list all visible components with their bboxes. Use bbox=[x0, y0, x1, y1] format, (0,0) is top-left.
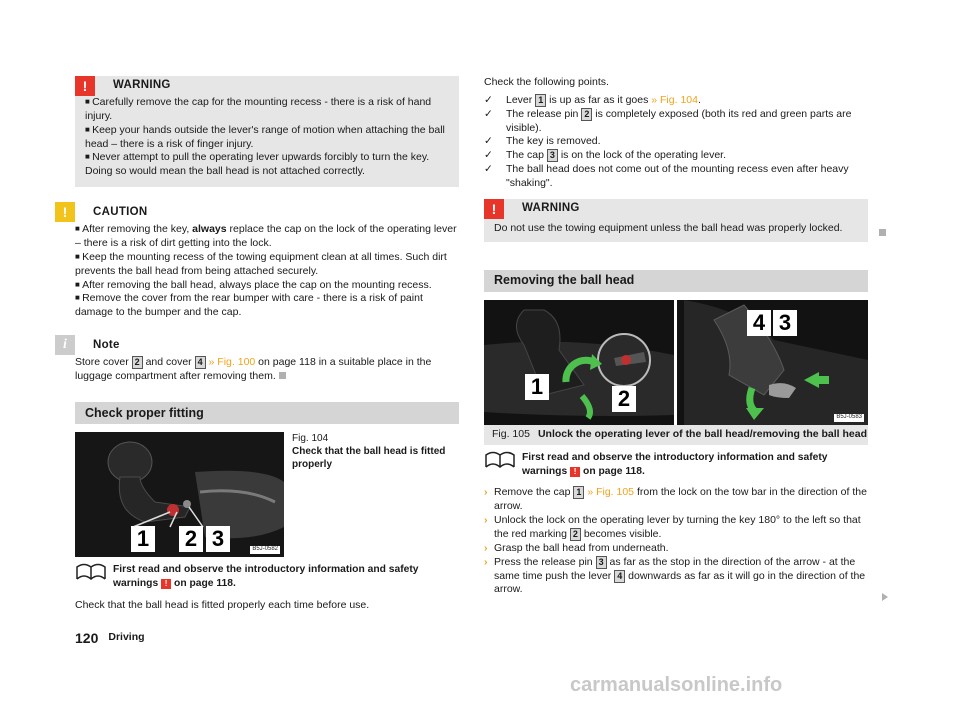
check-icon: ✓ bbox=[484, 163, 493, 176]
end-marker-icon bbox=[879, 229, 886, 236]
step-item: › Press the release pin 3 as far as the stop in the direction of the arrow - at the same time push the lever 4 downwards as far as it will go in the direction of the arrow. bbox=[484, 555, 866, 596]
intro-reference: First read and observe the introductory information and safety warnings ! on page 118. bbox=[75, 563, 459, 591]
figure-image bbox=[484, 300, 868, 425]
warning-title: WARNING bbox=[522, 202, 580, 215]
note-block bbox=[63, 334, 459, 384]
check-item: ✓ The key is removed. bbox=[484, 135, 601, 148]
check-item: ✓ The release pin 2 is completely exposed (both its red and green parts are visible). bbox=[484, 107, 852, 134]
section-heading: Check proper fitting bbox=[75, 402, 459, 424]
figure-link[interactable]: » Fig. 100 bbox=[208, 356, 256, 369]
figure-label: 3 bbox=[773, 310, 797, 336]
continue-marker-icon bbox=[882, 593, 888, 601]
figure-label: 2 bbox=[179, 526, 203, 552]
caution-title: CAUTION bbox=[93, 205, 148, 218]
figure-image bbox=[75, 432, 284, 557]
step-item: › Remove the cap 1 » Fig. 105 from the lock on the tow bar in the direction of the arrow. bbox=[484, 486, 867, 513]
figure-number: Fig. 105 bbox=[492, 427, 530, 440]
warning-title: WARNING bbox=[113, 79, 171, 92]
check-item: ✓ Lever 1 is up as far as it goes » Fig. 104. bbox=[484, 93, 701, 106]
figure-caption bbox=[284, 432, 459, 557]
warning-icon: ! bbox=[570, 467, 580, 477]
figure-104 bbox=[75, 432, 459, 557]
caution-item: ■ Remove the cover from the rear bumper with care - there is a risk of paint damage to the bumper and the cap. bbox=[75, 292, 459, 320]
figure-title: Unlock the operating lever of the ball head/removing the ball head bbox=[537, 427, 868, 440]
steps-list bbox=[484, 486, 868, 597]
warning-text: Do not use the towing equipment unless the ball head was properly locked. bbox=[494, 221, 843, 234]
ref-number: 4 bbox=[195, 356, 206, 369]
warning-icon: ! bbox=[484, 199, 504, 219]
figure-label: 2 bbox=[612, 386, 636, 412]
figure-code: B5J-0582 bbox=[252, 545, 278, 552]
warning-icon: ! bbox=[161, 579, 171, 589]
lead-text: Check the following points. bbox=[484, 76, 609, 88]
section-heading: Removing the ball head bbox=[484, 270, 868, 292]
figure-code: B5J-0583 bbox=[836, 413, 862, 420]
left-column bbox=[62, 76, 459, 612]
page-footer bbox=[75, 629, 145, 647]
checklist bbox=[484, 94, 868, 191]
book-icon bbox=[75, 563, 113, 591]
check-item: ✓ The cap 3 is on the lock of the operating lever. bbox=[484, 149, 726, 162]
step-item: › Grasp the ball head from underneath. bbox=[484, 541, 669, 554]
caution-icon: ! bbox=[55, 202, 75, 222]
check-icon: ✓ bbox=[484, 93, 493, 106]
caution-item: ■ Keep the mounting recess of the towing equipment clean at all times. Such dirt prevents the ball head from being attached securely. bbox=[75, 251, 459, 279]
end-marker-icon bbox=[279, 372, 286, 379]
check-icon: ✓ bbox=[484, 107, 493, 120]
right-column bbox=[484, 76, 868, 597]
step-item: › Unlock the lock on the operating lever by turning the key 180° to the left so that the red marking 2 becomes visible. bbox=[484, 514, 861, 541]
ball-head-removal-photo-icon bbox=[484, 300, 868, 425]
page-number: 120 bbox=[75, 630, 99, 646]
caution-block bbox=[62, 201, 459, 320]
body-text: Check that the ball head is fitted properly each time before use. bbox=[75, 598, 370, 611]
check-icon: ✓ bbox=[484, 149, 493, 162]
info-icon: i bbox=[55, 335, 75, 355]
section-name: Driving bbox=[108, 631, 145, 644]
figure-label: 1 bbox=[131, 526, 155, 552]
book-icon bbox=[484, 451, 522, 479]
caution-item: ■ After removing the key, always replace the cap on the lock of the operating lever – there is a risk of dirt getting into the lock. bbox=[75, 223, 459, 251]
warning-box bbox=[75, 76, 459, 187]
check-item: ✓ The ball head does not come out of the mounting recess even after heavy "shaking". bbox=[484, 163, 849, 190]
warning-box bbox=[484, 199, 868, 242]
caution-item: ■ After removing the ball head, always place the cap on the mounting recess. bbox=[75, 279, 459, 293]
figure-label: 3 bbox=[206, 526, 230, 552]
warning-item: ■ Carefully remove the cap for the mounting recess - there is a risk of hand injury. bbox=[85, 96, 449, 124]
intro-reference: First read and observe the introductory information and safety warnings ! on page 118. bbox=[484, 451, 868, 479]
figure-label: 1 bbox=[525, 374, 549, 400]
figure-title: Check that the ball head is fitted properly bbox=[292, 446, 446, 471]
note-text: Store cover 2 and cover 4 » Fig. 100 on page 118 in a suitable place in the luggage compartment after removing them. bbox=[75, 356, 432, 383]
figure-label: 4 bbox=[747, 310, 771, 336]
check-icon: ✓ bbox=[484, 135, 493, 148]
watermark: carmanualsonline.info bbox=[570, 674, 783, 696]
warning-item: ■ Never attempt to pull the operating lever upwards forcibly to turn the key. Doing so would mean the ball head is not attached correctly. bbox=[85, 151, 449, 179]
figure-caption bbox=[484, 425, 868, 445]
figure-number: Fig. 104 bbox=[292, 432, 329, 444]
ref-number: 2 bbox=[132, 356, 143, 369]
warning-icon: ! bbox=[75, 76, 95, 96]
warning-item: ■ Keep your hands outside the lever's range of motion when attaching the ball head – there is a risk of finger injury. bbox=[85, 124, 449, 152]
note-title: Note bbox=[93, 338, 120, 351]
